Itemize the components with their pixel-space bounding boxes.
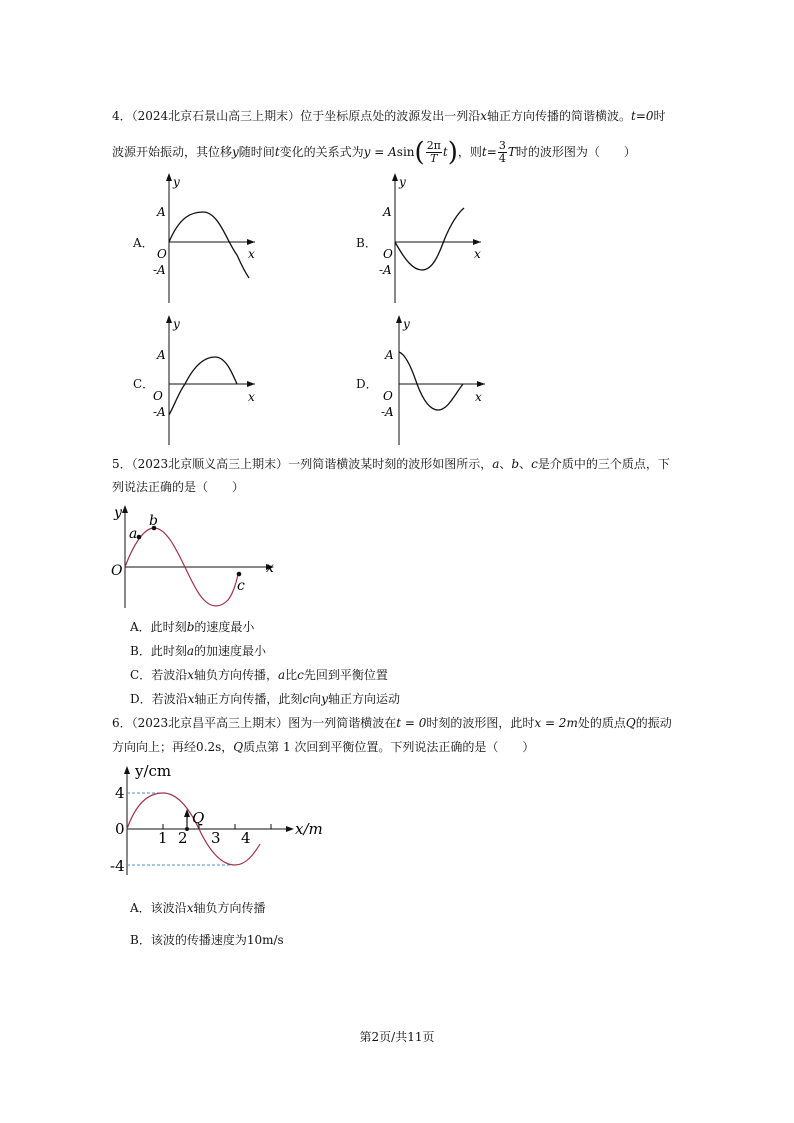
q6-line1: 6．（2023北京昌平高三上期末）图为一列简谐横波在t = 0时刻的波形图，此时x = 2m处的质点Q的振动 xyxy=(112,716,672,730)
svg-text:2: 2 xyxy=(178,829,188,847)
q6-y-axis-label: y/cm xyxy=(135,762,172,780)
svg-text:y: y xyxy=(173,317,180,331)
q5-wave-graph xyxy=(108,500,288,615)
svg-text:y: y xyxy=(173,175,180,189)
q4-option-c-label[interactable]: C． xyxy=(133,377,155,391)
q4-option-a-label[interactable]: A． xyxy=(133,236,154,250)
svg-text:x: x xyxy=(474,247,481,261)
svg-text:x: x xyxy=(248,247,255,261)
svg-text:x: x xyxy=(248,390,255,404)
svg-text:O: O xyxy=(153,389,163,403)
svg-text:0: 0 xyxy=(115,820,125,838)
svg-text:-A: -A xyxy=(153,263,166,277)
svg-text:1: 1 xyxy=(158,829,168,847)
q6-x-axis-label: x/m xyxy=(295,820,323,838)
svg-text:O: O xyxy=(157,247,167,261)
svg-text:y: y xyxy=(399,175,406,189)
q4-option-d-label[interactable]: D． xyxy=(356,377,378,391)
svg-text:y: y xyxy=(114,505,122,521)
svg-text:Q: Q xyxy=(192,809,205,827)
q5-option-d[interactable]: D．若波沿x轴正方向传播，此刻c向y轴正方向运动 xyxy=(130,692,400,706)
svg-text:A: A xyxy=(157,348,166,362)
q4-line1: 4．（2024北京石景山高三上期末）位于坐标原点处的波源发出一列沿x轴正方向传播的简谐横波。t=0时 xyxy=(112,109,666,123)
q6-line2: 方向向上；再经0.2s，Q质点第 1 次回到平衡位置。下列说法正确的是（ ） xyxy=(112,740,535,754)
q4-fraction-2pi-over-T: $\frac{2\pi}{T}$ xyxy=(426,139,441,165)
q4-option-b-graph xyxy=(371,170,481,310)
q5-option-a[interactable]: A．此时刻b的速度最小 xyxy=(130,620,255,634)
q4-fraction-3-over-4: $\frac{3}{4}$ xyxy=(498,139,506,165)
q4-option-c-graph xyxy=(145,312,255,452)
svg-text:c: c xyxy=(237,578,245,594)
q4-line2: 波源开始振动，其位移y随时间t变化的关系式为y = Asin( $\frac{2\pi}{T}$ t)，则t= $\frac{3}{4}$ T时的波形图为（ ） xyxy=(112,137,636,168)
svg-text:O: O xyxy=(383,389,393,403)
svg-text:O: O xyxy=(383,247,393,261)
svg-text:3: 3 xyxy=(211,829,221,847)
svg-text:-A: -A xyxy=(153,405,166,419)
svg-text:4: 4 xyxy=(241,829,251,847)
q5-option-b[interactable]: B．此时刻a的加速度最小 xyxy=(130,644,267,658)
q5-line1: 5．（2023北京顺义高三上期末）一列简谐横波某时刻的波形如图所示，a、b、c是介质中的三个质点，下 xyxy=(112,457,670,471)
svg-text:x: x xyxy=(475,390,482,404)
q6-wave-graph xyxy=(108,760,328,880)
svg-text:A: A xyxy=(383,205,392,219)
svg-text:a: a xyxy=(129,526,138,542)
q6-option-b[interactable]: B．该波的传播速度为10m/s xyxy=(130,933,284,947)
q4-option-b-label[interactable]: B． xyxy=(356,236,377,250)
q5-option-c[interactable]: C．若波沿x轴负方向传播，a比c先回到平衡位置 xyxy=(130,668,388,682)
svg-text:-A: -A xyxy=(381,405,394,419)
svg-text:A: A xyxy=(157,205,166,219)
svg-text:-4: -4 xyxy=(110,857,125,875)
q4-option-a-graph xyxy=(145,170,255,310)
q4-option-d-graph xyxy=(375,312,485,452)
svg-text:O: O xyxy=(111,563,123,579)
svg-text:x: x xyxy=(266,560,274,576)
svg-text:b: b xyxy=(149,513,158,529)
svg-text:-A: -A xyxy=(379,263,392,277)
svg-text:y: y xyxy=(403,317,410,331)
page-footer: 第2页/共11页 xyxy=(359,1030,435,1044)
svg-text:A: A xyxy=(385,348,394,362)
svg-text:4: 4 xyxy=(115,784,125,802)
q5-line2: 列说法正确的是（ ） xyxy=(112,480,245,494)
q6-option-a[interactable]: A．该波沿x轴负方向传播 xyxy=(130,901,266,915)
